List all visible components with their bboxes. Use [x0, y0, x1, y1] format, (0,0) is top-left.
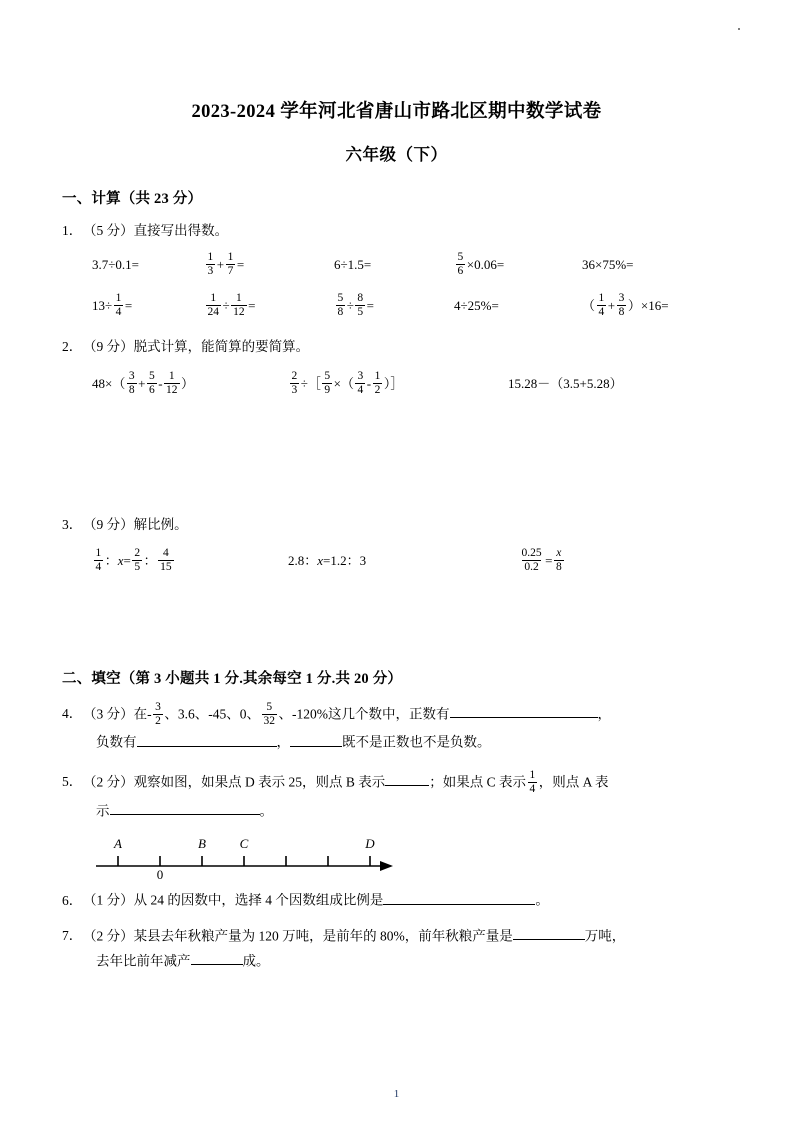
problem-5-blank-1[interactable] — [385, 772, 429, 787]
expr-2-1: 48×（ $\frac{3}{8}$ + $\frac{5}{6}$ - $\frac{1}{12}$ ） — [92, 369, 195, 396]
problem-4-text-g: 既不是正数也不是负数。 — [342, 734, 491, 750]
problem-4-text-d: ， — [597, 706, 611, 722]
expr-1-9: 4÷25%= — [454, 297, 499, 313]
problem-2-row-1 — [92, 370, 731, 397]
problem-7-text-d: 成。 — [242, 953, 270, 969]
problem-4-blank-3[interactable] — [290, 732, 342, 747]
number-line-label-B: B — [198, 836, 206, 852]
problem-6-text-a: （1 分）从 24 的因数中，选择 4 个因数组成比例是 — [83, 892, 384, 908]
problem-3-number: 3． — [62, 517, 83, 533]
section-heading-1: 一、计算（共 23 分） — [62, 190, 203, 207]
fraction-five-ninths: $\frac{5}{9}$ — [324, 369, 331, 396]
fraction-three-eighths: $\frac{3}{8}$ — [618, 292, 625, 319]
expr-1-8: $\frac{5}{8}$ ÷ $\frac{8}{5}$ = — [337, 292, 374, 319]
problem-2-workspace — [62, 397, 731, 515]
problem-4-line-2 — [96, 732, 731, 753]
fraction-one-seventh: $\frac{1}{7}$ — [227, 251, 234, 278]
fraction-five-sixths-b: $\frac{5}{6}$ — [148, 369, 155, 396]
problem-7-blank-1[interactable] — [513, 926, 585, 941]
problem-6-line-1 — [62, 890, 731, 911]
fraction-one-fourth-d: $\frac{1}{4}$ — [529, 769, 536, 796]
expr-2-2: $\frac{2}{3}$ ÷［ $\frac{5}{9}$ ×（ $\frac{3}{4}$ - $\frac{1}{2}$ ）］ — [291, 369, 404, 396]
expr-1-4: $\frac{5}{6}$ ×0.06= — [457, 251, 505, 278]
number-line-label-zero: 0 — [156, 867, 164, 881]
problem-4-text-c: 、-120%这几个数中，正数有 — [278, 706, 450, 722]
problem-7-text-a: （2 分）某县去年秋粮产量为 120 万吨，是前年的 80%，前年秋粮产量是 — [83, 928, 513, 943]
problem-4-number: 4． — [62, 706, 83, 722]
problem-5-text-e: 。 — [259, 803, 273, 819]
problem-1-head — [62, 221, 731, 242]
page-title: 2023-2024 学年河北省唐山市路北区期中数学试卷 — [191, 102, 602, 122]
problem-2-prompt: （9 分）脱式计算，能简算的要简算。 — [83, 339, 310, 355]
expr-1-6: 13÷ $\frac{1}{4}$ = — [92, 292, 133, 319]
problem-1-prompt: （5 分）直接写出得数。 — [83, 222, 229, 238]
problem-4-text-a: （3 分）在- — [83, 706, 152, 722]
expr-2-3: 15.28－（3.5+5.28） — [508, 375, 623, 391]
page-subtitle: 六年级（下） — [345, 144, 448, 164]
fraction-one-third: $\frac{1}{3}$ — [207, 251, 214, 278]
problem-4-blank-2[interactable] — [137, 732, 277, 747]
problem-6-blank-1[interactable] — [383, 890, 535, 905]
fraction-one-fourth-a: $\frac{1}{4}$ — [115, 292, 122, 319]
problem-4-blank-1[interactable] — [450, 704, 598, 719]
expr-3-3: $\frac{0.25}{0.2}$ = $\frac{x}{8}$ — [521, 547, 562, 574]
page-corner-mark — [738, 28, 740, 30]
number-line-label-C: C — [239, 836, 249, 852]
problem-5-number: 5． — [62, 774, 83, 790]
problem-7-blank-2[interactable] — [191, 951, 243, 966]
problem-6-number: 6． — [62, 892, 83, 908]
expr-3-2: 2.8： x =1.2：3 — [288, 553, 367, 569]
fraction-one-12th: $\frac{1}{12}$ — [233, 292, 245, 319]
fraction-one-24th: $\frac{1}{24}$ — [207, 292, 219, 319]
problem-3-workspace — [62, 575, 731, 667]
problem-6 — [62, 890, 731, 911]
problem-4-text-b: 、3.6、-45、0、 — [164, 706, 260, 722]
problem-7-text-b: 万吨， — [584, 928, 626, 943]
number-line-label-A: A — [114, 836, 122, 852]
problem-3 — [62, 515, 731, 667]
number-line-label-D: D — [365, 836, 375, 852]
expr-1-5: 36×75%= — [582, 257, 634, 273]
page-number: 1 — [393, 1088, 400, 1100]
problem-1-row-1 — [92, 252, 731, 279]
problem-7-text-c: 去年比前年减产 — [96, 953, 191, 969]
fraction-five-sixths: $\frac{5}{6}$ — [457, 251, 464, 278]
problem-5 — [62, 770, 731, 880]
problem-5-text-c: ，则点 A 表 — [538, 774, 609, 790]
problem-3-prompt: （9 分）解比例。 — [83, 517, 188, 533]
problem-7-line-2 — [96, 951, 731, 972]
problem-2-head — [62, 337, 731, 358]
expr-1-10: （ $\frac{1}{4}$ + $\frac{3}{8}$ ）×16= — [582, 292, 669, 319]
fraction-two-fifths: $\frac{2}{5}$ — [134, 547, 141, 574]
section-heading-2: 二、填空（第 3 小题共 1 分.其余每空 1 分.共 20 分） — [62, 670, 403, 687]
fraction-x-over-8: $\frac{x}{8}$ — [555, 547, 562, 574]
fraction-one-fourth-c: $\frac{1}{4}$ — [95, 547, 102, 574]
expr-1-3: 6÷1.5= — [334, 257, 372, 273]
fraction-five-32nds: $\frac{5}{32}$ — [263, 701, 275, 728]
fraction-one-half: $\frac{1}{2}$ — [374, 369, 381, 396]
problem-7-line-1 — [62, 926, 731, 947]
problem-5-blank-2[interactable] — [110, 801, 260, 816]
problem-7-number: 7． — [62, 928, 83, 943]
problem-7 — [62, 926, 731, 973]
fraction-four-15ths: $\frac{4}{15}$ — [160, 547, 172, 574]
problem-4-line-1 — [62, 702, 731, 729]
problem-5-text-a: （2 分）观察如图，如果点 D 表示 25，则点 B 表示 — [83, 774, 386, 790]
problem-4-text-e: 负数有 — [96, 734, 137, 750]
expr-1-7: $\frac{1}{24}$ ÷ $\frac{1}{12}$ = — [207, 292, 256, 319]
problem-6-text-b: 。 — [535, 892, 549, 908]
number-line-figure — [94, 828, 731, 880]
number-line-arrow-icon — [380, 861, 393, 871]
problem-4 — [62, 702, 731, 754]
fraction-025-over-02: $\frac{0.25}{0.2}$ — [521, 547, 542, 574]
fraction-eight-fifths: $\frac{8}{5}$ — [357, 292, 364, 319]
fraction-five-eighths: $\frac{5}{8}$ — [337, 292, 344, 319]
problem-5-text-b: ；如果点 C 表示 — [429, 774, 527, 790]
problem-5-line-1 — [62, 770, 731, 797]
problem-1 — [62, 221, 731, 319]
problem-5-line-2 — [96, 801, 731, 822]
problem-3-head — [62, 515, 731, 536]
number-line-svg — [94, 828, 394, 880]
problem-3-row-1 — [92, 548, 731, 575]
fraction-one-12th-b: $\frac{1}{12}$ — [166, 369, 178, 396]
problem-5-text-d: 示 — [96, 803, 110, 819]
fraction-three-eighths-b: $\frac{3}{8}$ — [128, 369, 135, 396]
expr-1-1: 3.7÷0.1= — [92, 257, 139, 273]
expr-3-1: $\frac{1}{4}$ ： x = $\frac{2}{5}$ ： $\frac{4}{15}$ — [95, 547, 172, 574]
problem-4-text-f: ， — [276, 734, 290, 750]
fraction-three-fourths: $\frac{3}{4}$ — [357, 369, 364, 396]
problem-1-number: 1． — [62, 222, 83, 238]
expr-1-2: $\frac{1}{3}$ + $\frac{1}{7}$ = — [207, 251, 245, 278]
fraction-one-fourth-b: $\frac{1}{4}$ — [598, 292, 605, 319]
fraction-two-thirds: $\frac{2}{3}$ — [291, 369, 298, 396]
problem-2 — [62, 337, 731, 515]
problem-1-row-2 — [92, 293, 731, 320]
fraction-negative-three-halves: $\frac{3}{2}$ — [155, 701, 161, 728]
problem-2-number: 2． — [62, 339, 83, 355]
